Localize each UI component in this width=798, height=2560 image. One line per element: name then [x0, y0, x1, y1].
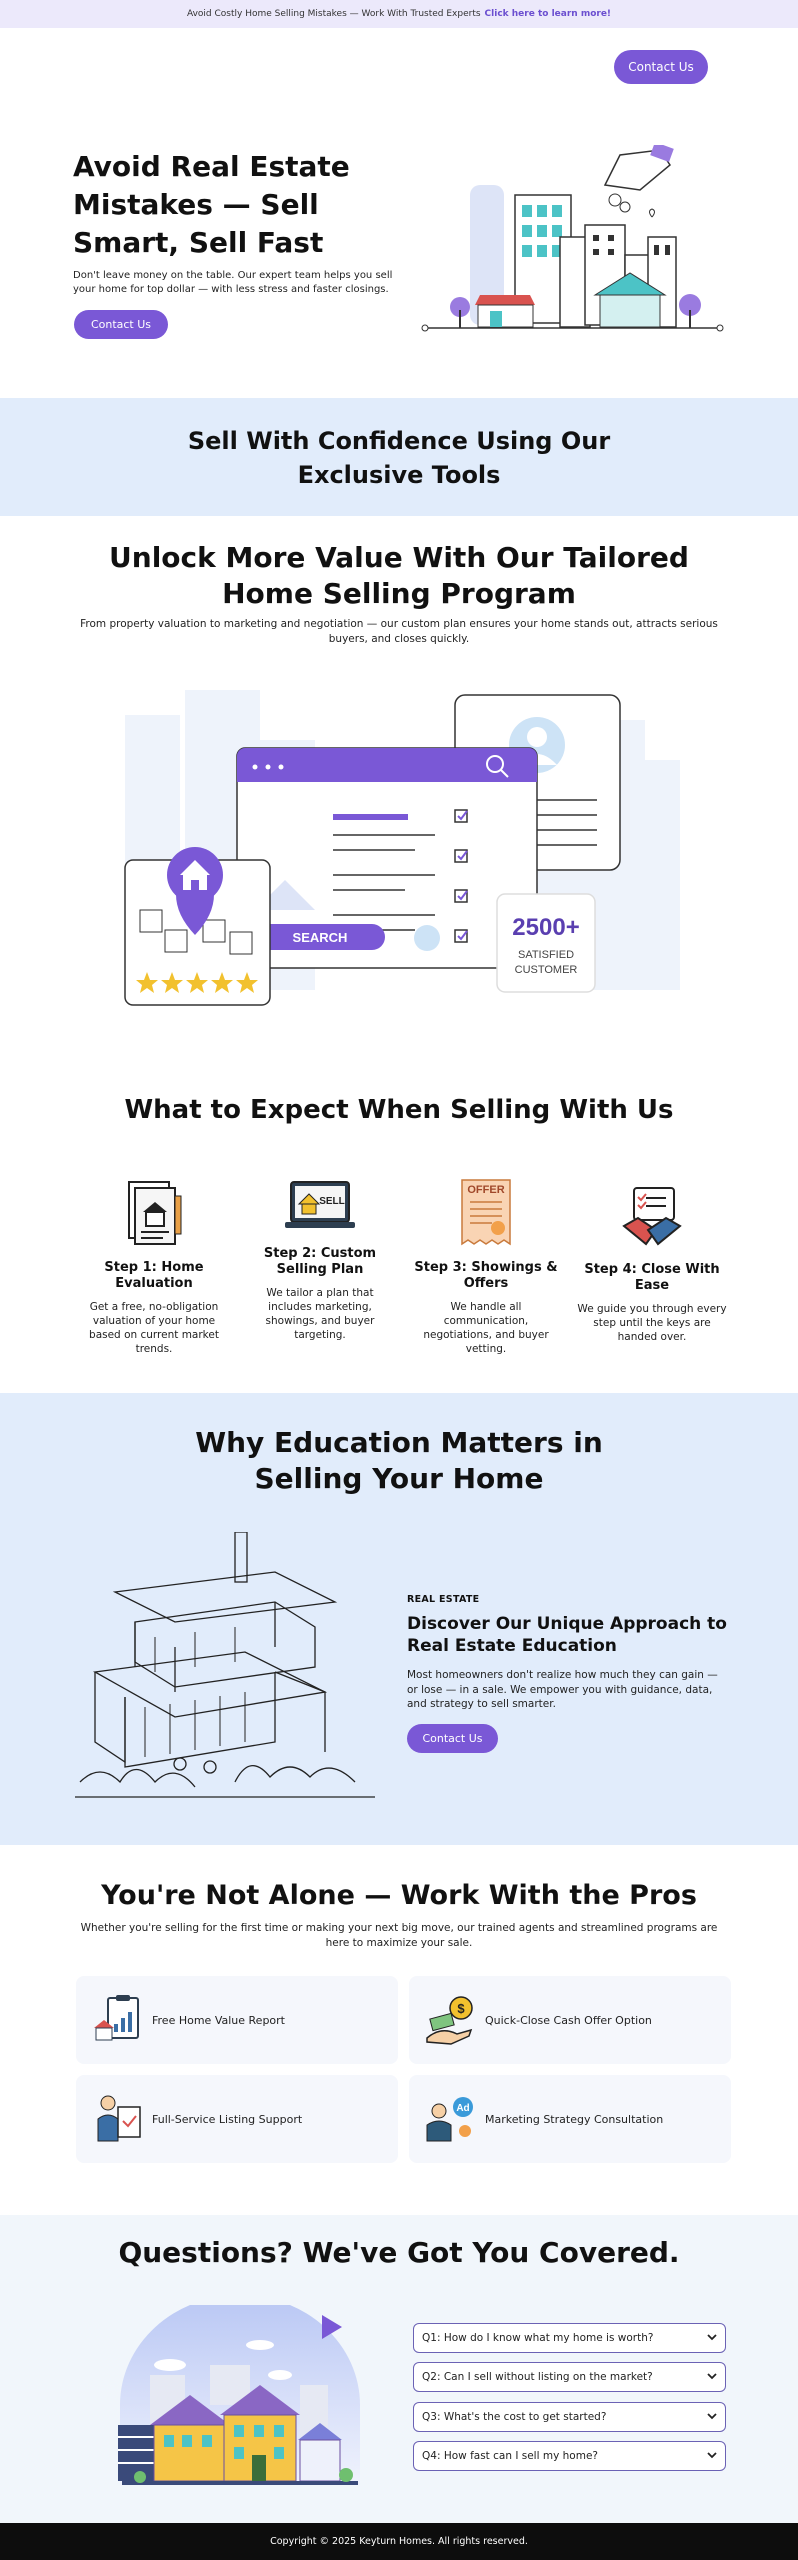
faq-item-2[interactable] [413, 2362, 726, 2392]
steps-title: What to Expect When Selling With Us [124, 1095, 674, 1125]
step-4-desc: We guide you through every step until the keys are handed over. [577, 1303, 727, 1343]
education-title [0, 1425, 798, 1497]
report-chart-icon [92, 1994, 144, 2046]
chevron-down-icon [707, 2371, 717, 2383]
step-card [79, 1178, 229, 1356]
faq-item-3[interactable] [413, 2402, 726, 2432]
education-contact-button[interactable]: Contact Us [407, 1724, 498, 1753]
stat-label-2: CUSTOMER [514, 964, 578, 976]
search-label: SEARCH [292, 930, 348, 945]
footer [0, 2523, 798, 2560]
stat-number: 2500+ [512, 914, 580, 941]
pros-title: You're Not Alone — Work With the Pros [101, 1880, 697, 1911]
service-card[interactable] [409, 1976, 731, 2064]
confidence-title-text: Sell With Confidence Using Our Exclusive Tools [187, 427, 611, 489]
value-title: Unlock More Value With Our Tailored Home Selling Program [109, 541, 689, 610]
announcement-text: Avoid Costly Home Selling Mistakes — Work With Trusted Experts [186, 9, 481, 19]
consultation-icon [425, 2093, 477, 2145]
card-label: Full-Service Listing Support [152, 2112, 303, 2126]
chevron-down-icon [707, 2450, 717, 2462]
header-contact-button[interactable]: Contact Us [614, 50, 708, 84]
faq-title: Questions? We've Got You Covered. [118, 2236, 680, 2269]
service-card[interactable] [409, 2075, 731, 2163]
step-card [411, 1176, 561, 1356]
service-card[interactable] [76, 2075, 398, 2163]
search-listing-illustration [115, 680, 695, 1010]
announcement-bar [0, 0, 798, 28]
card-label: Quick-Close Cash Offer Option [485, 2013, 652, 2027]
step-2-desc: We tailor a plan that includes marketing, showings, and buyer targeting. [265, 1287, 375, 1341]
faq-item-4[interactable] [413, 2441, 726, 2471]
document-house-icon [123, 1178, 185, 1248]
town-houses-illustration [110, 2305, 370, 2495]
agent-board-icon [92, 2093, 144, 2145]
step-1-title: Step 1: Home Evaluation [104, 1260, 204, 1291]
ad-icon-text: Ad [456, 2103, 470, 2114]
faq-question: Q3: What's the cost to get started? [422, 2411, 607, 2423]
faq-question: Q4: How fast can I sell my home? [422, 2450, 598, 2462]
laptop-sell-icon [285, 1178, 355, 1234]
step-3-desc: We handle all communication, negotiations, and buyer vetting. [423, 1301, 549, 1355]
pros-subtitle: Whether you're selling for the first time or making your next big move, our trained agents and streamlined programs are here to maximize your sale. [80, 1922, 718, 1949]
offer-icon-text: OFFER [467, 1184, 505, 1196]
education-heading: Discover Our Unique Approach to Real Estate Education [407, 1614, 727, 1656]
step-2-title: Step 2: Custom Selling Plan [263, 1246, 377, 1277]
handshake-icon [620, 1186, 684, 1250]
education-eyebrow: REAL ESTATE [407, 1594, 480, 1605]
card-label: Free Home Value Report [152, 2013, 285, 2027]
chevron-down-icon [707, 2332, 717, 2344]
hero-subtitle: Don't leave money on the table. Our expert team helps you sell your home for top dollar — with less stress and faster closings. [73, 270, 393, 295]
sell-icon-text: SELL [319, 1196, 345, 1207]
faq-question: Q1: How do I know what my home is worth? [422, 2332, 654, 2344]
education-title-text: Why Education Matters in Selling Your Home [195, 1426, 603, 1495]
modern-house-sketch [75, 1532, 375, 1812]
step-card [577, 1186, 727, 1344]
faq-item-1[interactable] [413, 2323, 726, 2353]
step-3-title: Step 3: Showings & Offers [414, 1260, 558, 1291]
service-card[interactable] [76, 1976, 398, 2064]
stat-label-1: SATISFIED [517, 949, 575, 961]
svg-text:$: $ [457, 2001, 465, 2016]
card-label: Marketing Strategy Consultation [485, 2112, 664, 2126]
announcement-link[interactable]: Click here to learn more! [484, 9, 612, 19]
step-1-desc: Get a free, no-obligation valuation of your home based on current market trends. [89, 1301, 219, 1355]
copyright-text: Copyright © 2025 Keyturn Homes. All rights reserved. [270, 2536, 528, 2547]
cash-hand-icon [425, 1994, 477, 2046]
hero-contact-button[interactable]: Contact Us [74, 310, 168, 339]
value-subtitle: From property valuation to marketing and negotiation — our custom plan ensures your home stands out, attracts serious buyers, and closes quickly. [80, 618, 718, 645]
offer-document-icon [458, 1176, 514, 1248]
education-body: Most homeowners don't realize how much they can gain — or lose — in a sale. We empower you with guidance, data, and strategy to sell smarter. [407, 1669, 718, 1710]
confidence-title [0, 424, 798, 492]
city-skyline-illustration [420, 145, 725, 345]
step-card [245, 1178, 395, 1342]
hero-title: Avoid Real Estate Mistakes — Sell Smart, Sell Fast [73, 150, 350, 259]
step-4-title: Step 4: Close With Ease [584, 1262, 720, 1293]
faq-question: Q2: Can I sell without listing on the market? [422, 2371, 653, 2383]
chevron-down-icon [707, 2411, 717, 2423]
